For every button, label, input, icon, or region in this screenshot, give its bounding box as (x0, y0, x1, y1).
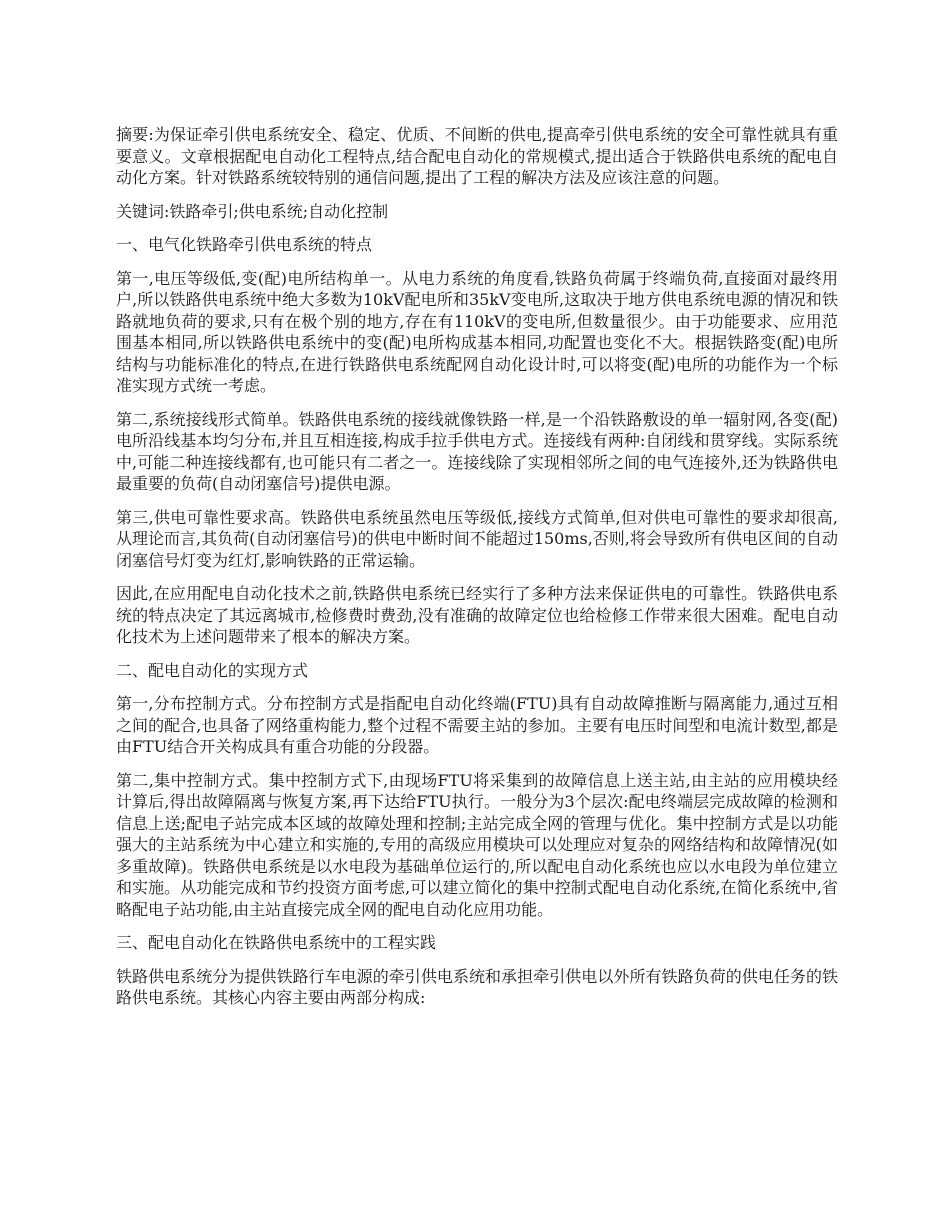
section-2-paragraph-2: 第二,集中控制方式。集中控制方式下,由现场FTU将采集到的故障信息上送主站,由主站的应用模块经计算后,得出故障隔离与恢复方案,再下达给FTU执行。一般分为3个层次:配电终端层完成故障的检测和信息上送;配电子站完成本区域的故障处理和控制;主站完成全网的管理与优化。集中控制方式是以功能强大的主站系统为中心建立和实施的,专用的高级应用模块可以处理应对复杂的网络结构和故障情况(如多重故障)。铁路供电系统是以水电段为基础单位运行的,所以配电自动化系统也应以水电段为单位建立和实施。从功能完成和节约投资方面考虑,可以建立简化的集中控制式配电自动化系统,在简化系统中,省略配电子站功能,由主站直接完成全网的配电自动化应用功能。 (116, 770, 838, 919)
document-page (116, 124, 838, 1021)
section-2-paragraph-1: 第一,分布控制方式。分布控制方式是指配电自动化终端(FTU)具有自动故障推断与隔离能力,通过互相之间的配合,也具备了网络重构能力,整个过程不需要主站的参加。主要有电压时间型和电流计数型,都是由FTU结合开关构成具有重合功能的分段器。 (116, 694, 838, 756)
section-3-heading: 三、配电自动化在铁路供电系统中的工程实践 (116, 933, 437, 952)
section-1-heading: 一、电气化铁路牵引供电系统的特点 (116, 235, 373, 254)
section-1-paragraph-4: 因此,在应用配电自动化技术之前,铁路供电系统已经实行了多种方法来保证供电的可靠性。铁路供电系统的特点决定了其远离城市,检修费时费劲,没有准确的故障定位也给检修工作带来很大困难。配电自动化技术为上述问题带来了根本的解决方案。 (116, 584, 838, 646)
keywords-line: 关键词:铁路牵引;供电系统;自动化控制 (116, 201, 389, 221)
section-1-paragraph-2: 第二,系统接线形式简单。铁路供电系统的接线就像铁路一样,是一个沿铁路敷设的单一辐射网,各变(配)电所沿线基本均匀分布,并且互相连接,构成手拉手供电方式。连接线有两种:自闭线和贯穿线。实际系统中,可能二种连接线都有,也可能只有二者之一。连接线除了实现相邻所之间的电气连接外,还为铁路供电最重要的负荷(自动闭塞信号)提供电源。 (116, 409, 838, 493)
abstract-paragraph: 摘要:为保证牵引供电系统安全、稳定、优质、不间断的供电,提高牵引供电系统的安全可靠性就具有重要意义。文章根据配电自动化工程特点,结合配电自动化的常规模式,提出适合于铁路供电系统的配电自动化方案。针对铁路系统较特别的通信问题,提出了工程的解决方法及应该注意的问题。 (116, 125, 838, 187)
section-1-paragraph-1: 第一,电压等级低,变(配)电所结构单一。从电力系统的角度看,铁路负荷属于终端负荷,直接面对最终用户,所以铁路供电系统中绝大多数为10kV配电所和35kV变电所,这取决于地方供电系统电源的情况和铁路就地负荷的要求,只有在极个别的地方,存在有110kV的变电所,但数量很少。由于功能要求、应用范围基本相同,所以铁路供电系统中的变(配)电所构成基本相同,功配置也变化不大。根据铁路变(配)电所结构与功能标准化的特点,在进行铁路供电系统配网自动化设计时,可以将变(配)电所的功能作为一个标准实现方式统一考虑。 (116, 268, 838, 395)
section-2-heading: 二、配电自动化的实现方式 (116, 660, 309, 680)
section-1-paragraph-3: 第三,供电可靠性要求高。铁路供电系统虽然电压等级低,接线方式简单,但对供电可靠性的要求却很高,从理论而言,其负荷(自动闭塞信号)的供电中断时间不能超过150ms,否则,将会导致所有供电区间的自动闭塞信号灯变为红灯,影响铁路的正常运输。 (116, 507, 838, 570)
section-3-paragraph-1: 铁路供电系统分为提供铁路行车电源的牵引供电系统和承担牵引供电以外所有铁路负荷的供电任务的铁路供电系统。其核心内容主要由两部分构成: (116, 966, 838, 1007)
